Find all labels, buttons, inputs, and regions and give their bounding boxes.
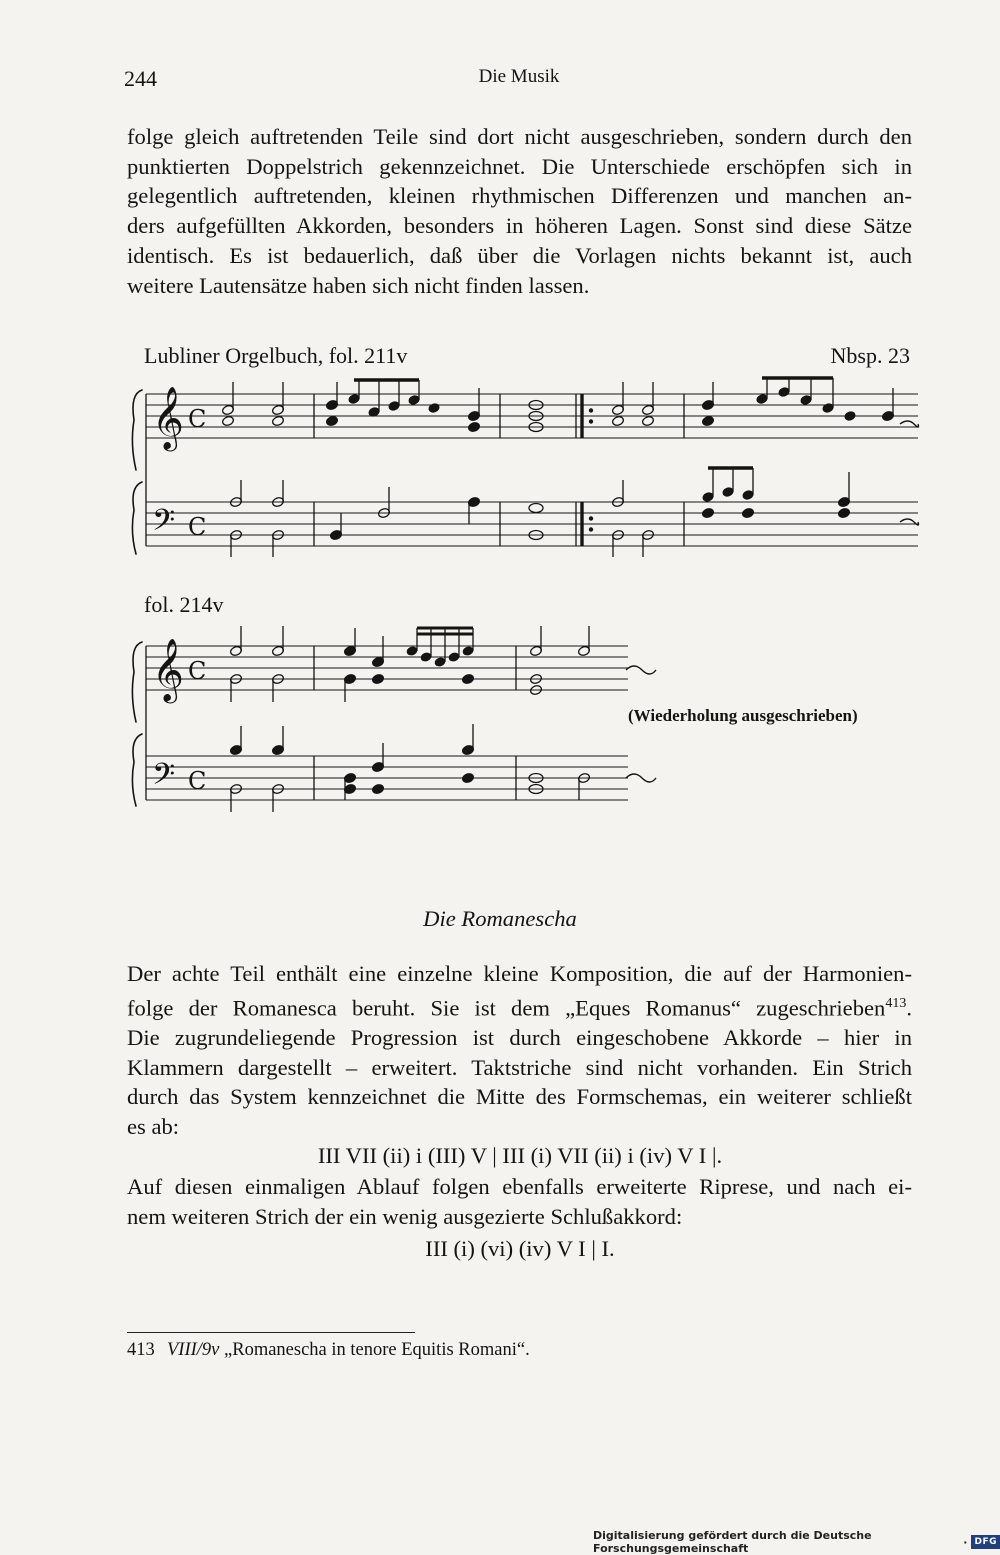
harmonic-formula-2: III (i) (vi) (iv) V I | I. xyxy=(425,1236,615,1261)
common-time-icon: C xyxy=(188,513,207,541)
text-line: punktierten Doppelstrich gekennzeichnet. Die Unterschiede erschöpfen sich in xyxy=(127,153,912,179)
footnote-source: VIII/9v xyxy=(167,1340,220,1360)
example2-label: fol. 214v xyxy=(144,592,224,617)
text-line: weitere Lautensätze haben sich nicht finden lassen. xyxy=(127,272,590,298)
example2-remark: (Wiederholung ausgeschrieben) xyxy=(628,706,858,725)
harmonic-formula-1: III VII (ii) i (III) V | III (i) VII (ii) i (iv) V I |. xyxy=(317,1143,723,1168)
digitization-credit: Digitalisierung gefördert durch die Deutsche Forschungsgemeinschaft · DFG xyxy=(593,1531,1000,1553)
text-line-body: folge der Romanesca beruht. Sie ist dem „Eques Romanus“ zugeschrieben xyxy=(127,995,886,1021)
text-line-end: . xyxy=(906,995,912,1021)
section-title: Die Romanescha xyxy=(423,906,577,931)
bass-clef-icon: 𝄢 xyxy=(152,504,176,545)
treble-clef-icon: 𝄞 xyxy=(152,386,184,449)
footnote-number: 413 xyxy=(127,1340,155,1360)
bass-clef-icon: 𝄢 xyxy=(152,758,176,799)
text-line: nem weiteren Strich der ein wenig ausgezierte Schlußakkord: xyxy=(127,1203,683,1229)
example1-label: Lubliner Orgelbuch, fol. 211v xyxy=(144,343,408,368)
brace-upper xyxy=(132,642,142,722)
example1-reference: Nbsp. 23 xyxy=(830,343,910,368)
common-time-icon: C xyxy=(188,767,207,795)
text-line: ders aufgefüllten Akkorden, besonders in höheren Lagen. Sonst sind diese Sätze xyxy=(127,213,912,239)
text-line: gelegentlich auftretenden, kleinen rhythmischen Differenzen und manchen an- xyxy=(127,183,912,209)
treble-clef-icon: 𝄞 xyxy=(152,638,184,701)
text-line: es ab: xyxy=(127,1114,180,1140)
common-time-icon: C xyxy=(188,405,207,433)
text-line: Klammern dargestellt – erweitert. Taktstriche sind nicht vorhanden. Ein Strich xyxy=(127,1054,912,1080)
running-head: Die Musik xyxy=(478,66,560,87)
brace-lower xyxy=(132,482,142,554)
text-line: Der achte Teil enthält eine einzelne kleine Komposition, die auf der Harmonien- xyxy=(127,961,912,986)
brace-lower xyxy=(132,734,142,806)
footnote-reference[interactable]: 413 xyxy=(885,995,907,1011)
common-time-icon: C xyxy=(188,657,207,685)
text-line: durch das System kennzeichnet die Mitte des Formschemas, ein weiterer schließt xyxy=(127,1084,912,1110)
footnote xyxy=(127,1340,530,1361)
bass-staff xyxy=(146,756,628,800)
paragraph-romanesca xyxy=(127,959,912,1142)
treble-notes xyxy=(229,626,590,702)
text-line: identisch. Es ist bedauerlich, daß über die Vorlagen nichts bekannt ist, auch xyxy=(127,242,912,268)
score1-notation xyxy=(128,372,920,564)
credit-text: Digitalisierung gefördert durch die Deutsche Forschungsgemeinschaft xyxy=(593,1529,872,1555)
paragraph-intro xyxy=(127,122,912,300)
text-line: Die zugrundeliegende Progression ist durch eingeschobene Akkorde – hier in xyxy=(127,1024,912,1050)
text-line: Auf diesen einmaligen Ablauf folgen ebenfalls erweiterte Riprese, und nach ei- xyxy=(127,1174,912,1199)
page-header xyxy=(124,66,914,98)
dfg-logo: DFG xyxy=(971,1535,1000,1549)
text-line xyxy=(127,989,912,1023)
treble-staff xyxy=(146,646,628,690)
tie-marks xyxy=(900,421,919,525)
paragraph-ripresa xyxy=(127,1172,912,1231)
page-number: 244 xyxy=(124,66,157,91)
music-example-1 xyxy=(128,372,920,564)
footnote-divider xyxy=(127,1332,415,1333)
brace-upper xyxy=(132,390,142,470)
footnote-text: „Romanescha in tenore Equitis Romani“. xyxy=(224,1340,530,1360)
bass-notes xyxy=(229,724,590,812)
text-line: folge gleich auftretenden Teile sind dort nicht ausgeschrieben, sondern durch den xyxy=(127,124,912,149)
